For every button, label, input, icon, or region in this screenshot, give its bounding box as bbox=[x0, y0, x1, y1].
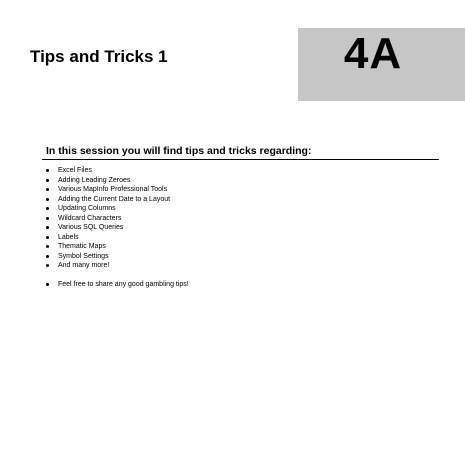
list-item: Various MapInfo Professional Tools bbox=[44, 185, 189, 195]
list-item: Labels bbox=[44, 233, 189, 243]
topic-list bbox=[44, 166, 189, 289]
heading-rule bbox=[42, 159, 439, 160]
list-item: Various SQL Queries bbox=[44, 223, 189, 233]
chapter-number: 4A bbox=[343, 29, 403, 78]
chapter-box bbox=[298, 28, 465, 101]
list-item: Excel Files bbox=[44, 166, 189, 176]
list-item: Adding Leading Zeroes bbox=[44, 176, 189, 186]
section-heading: In this session you will find tips and tricks regarding: bbox=[46, 145, 312, 157]
list-item: Thematic Maps bbox=[44, 242, 189, 252]
list-item: And many more! bbox=[44, 261, 189, 271]
list-item: Wildcard Characters bbox=[44, 214, 189, 224]
page-title: Tips and Tricks 1 bbox=[30, 47, 168, 66]
list-item: Symbol Settings bbox=[44, 252, 189, 262]
list-item: Updating Columns bbox=[44, 204, 189, 214]
note-item: Feel free to share any good gambling tips! bbox=[44, 280, 189, 290]
list-item: Adding the Current Date to a Layout bbox=[44, 195, 189, 205]
